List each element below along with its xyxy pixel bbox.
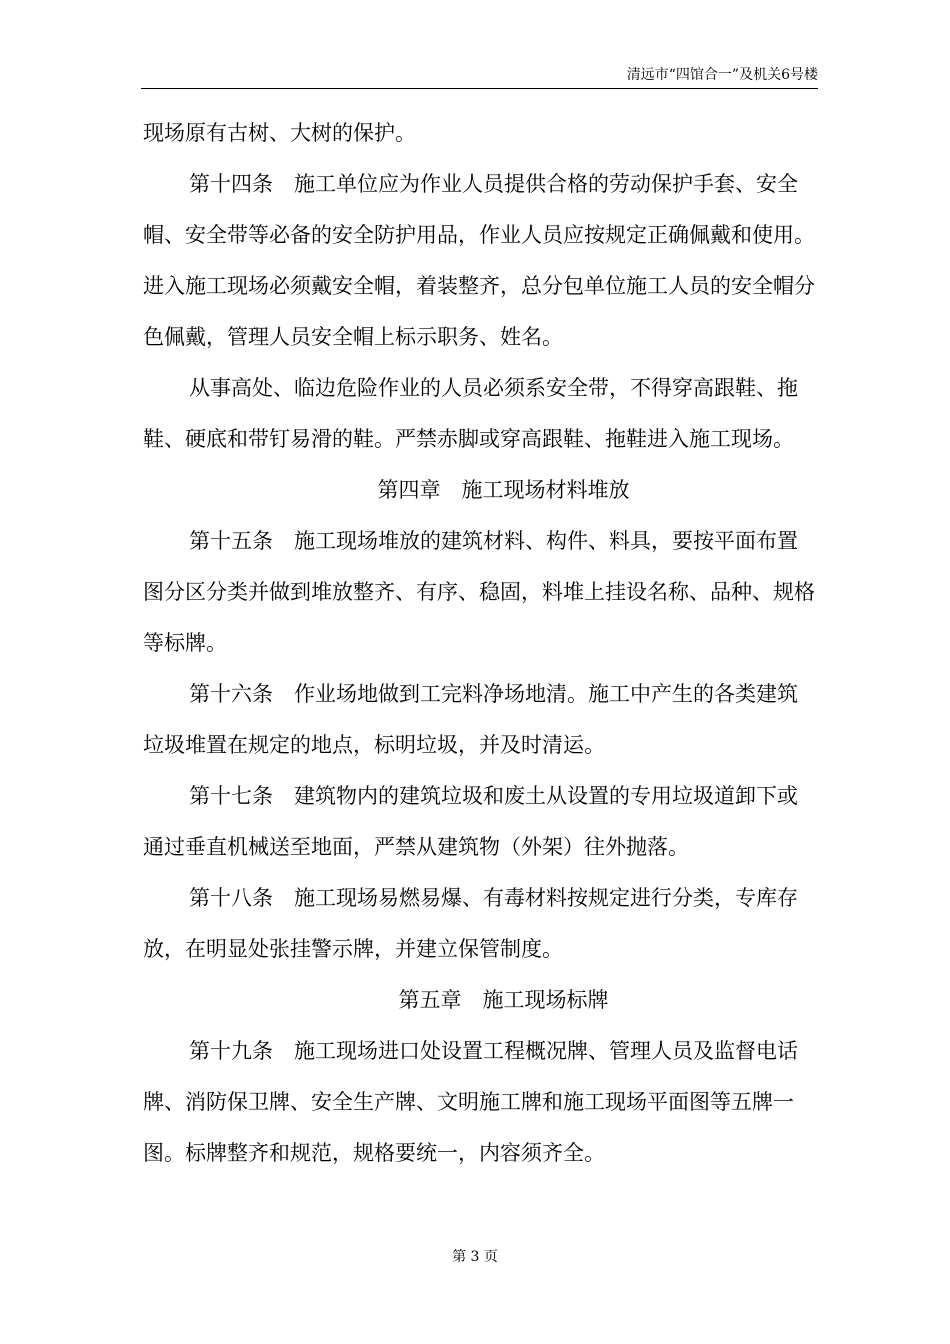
article-16: 第十六条 作业场地做到工完料净场地清。施工中产生的各类建筑垃圾堆置在规定的地点，标明垃圾，并及时清运。	[143, 682, 798, 757]
chapter-4-heading: 第四章 施工现场材料堆放	[377, 478, 630, 502]
paragraph-continuation: 现场原有古树、大树的保护。	[143, 121, 416, 145]
paragraph-height-work: 从事高处、临边危险作业的人员必须系安全带，不得穿高跟鞋、拖鞋、硬底和带钉易滑的鞋。严禁赤脚或穿高跟鞋、拖鞋进入施工现场。	[143, 376, 798, 451]
header-title: 清远市“四馆合一”及机关6号楼	[626, 67, 818, 83]
article-14: 第十四条 施工单位应为作业人员提供合格的劳动保护手套、安全帽、安全带等必备的安全防护用品，作业人员应按规定正确佩戴和使用。进入施工现场必须戴安全帽，着装整齐，总分包单位施工人员的安全帽分色佩戴，管理人员安全帽上标示职务、姓名。	[143, 172, 815, 349]
page-number: 第 3 页	[452, 1249, 498, 1265]
article-18: 第十八条 施工现场易燃易爆、有毒材料按规定进行分类，专库存放，在明显处张挂警示牌，并建立保管制度。	[143, 886, 798, 961]
article-19: 第十九条 施工现场进口处设置工程概况牌、管理人员及监督电话牌、消防保卫牌、安全生产牌、文明施工牌和施工现场平面图等五牌一图。标牌整齐和规范，规格要统一，内容须齐全。	[143, 1039, 798, 1165]
document-body	[143, 108, 818, 1179]
page-header	[141, 66, 818, 89]
article-15: 第十五条 施工现场堆放的建筑材料、构件、料具，要按平面布置图分区分类并做到堆放整齐、有序、稳固，料堆上挂设名称、品种、规格等标牌。	[143, 529, 815, 655]
chapter-5-heading: 第五章 施工现场标牌	[398, 988, 609, 1012]
article-17: 第十七条 建筑物内的建筑垃圾和废土从设置的专用垃圾道卸下或通过垂直机械送至地面，严禁从建筑物（外架）往外抛落。	[143, 784, 798, 859]
